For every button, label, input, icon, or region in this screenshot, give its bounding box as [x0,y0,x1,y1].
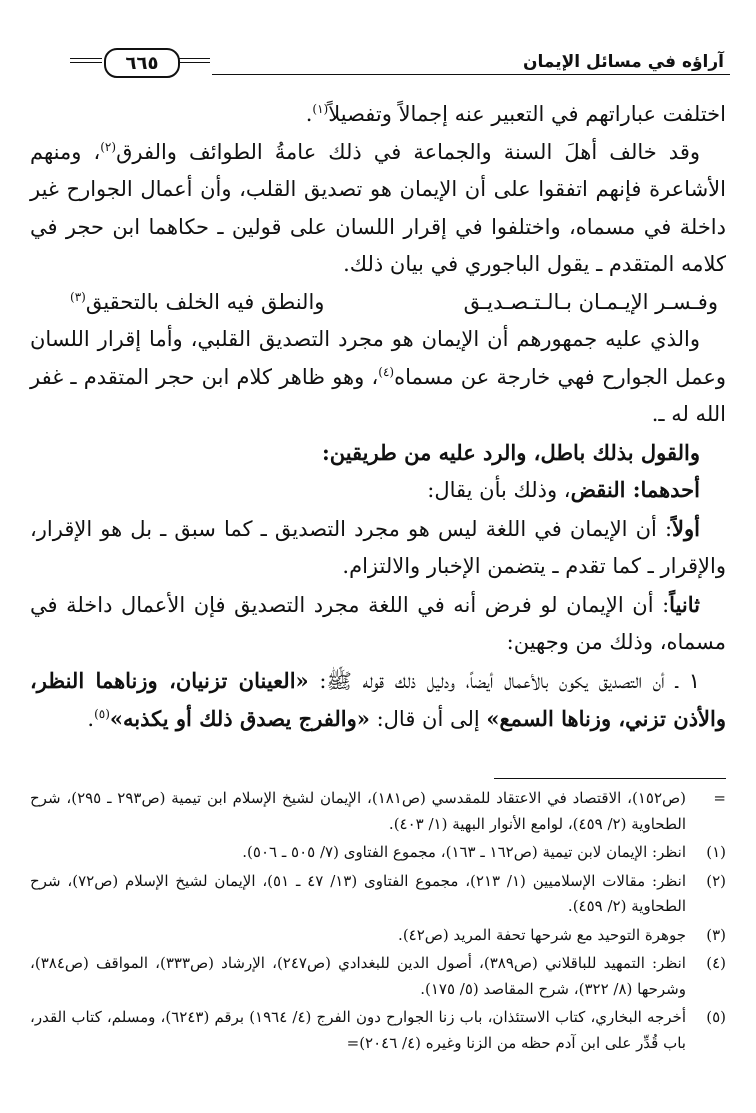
footnote-marker: (١) [706,843,726,861]
paragraph: أولاً: أن الإيمان في اللغة ليس هو مجرد التصديق ـ كما سبق ـ بل هو الإقرار، والإقرار ـ كما تقدم ـ يتضمن الإخبار والالتزام. [30,515,726,578]
footnote [30,923,726,949]
footnote-marker: (٥) [706,1008,726,1026]
footnotes [30,786,726,1059]
footnote [30,786,726,837]
footnote-text: جوهرة التوحيد مع شرحها تحفة المريد (ص٤٢). [398,925,686,944]
paragraph: وقد خالف أهلَ السنة والجماعة في ذلك عامةُ الطوائف والفرق$^{(٢)}$، ومنهم الأشاعرة فإنهم اتفقوا على أن الإيمان هو تصديق القلب، وأن أعمال الجوارح غير داخلة في مسماه، واختلفوا في إقرار اللسان على قولين ـ حكاهما ابن حجر في كلامه المتقدم ـ يقول الباجوري في بيان ذلك. [30,139,726,276]
hadith-quote: «العينان تزنيان، وزناهما النظر، والأذن تزني، وزناها السمع» [30,667,726,731]
footnote-marker: (٣) [706,925,726,944]
section-heading: والقول بذلك باطل، والرد عليه من طريقين: [321,439,700,465]
poem-verse [30,284,726,322]
hadith-quote: «والفرج يصدق ذلك أو يكذبه» [109,706,370,731]
running-title: آراؤه في مسائل الإيمان [522,52,724,72]
paragraph: ثانياً: أن الإيمان لو فرض أنه في اللغة مجرد التصديق فإن الأعمال داخلة في مسماه، وذلك من وجهين: [30,591,726,654]
footnote-text: انظر: مقالات الإسلاميين (١/ ٢١٣)، مجموع الفتاوى (١٣/ ٤٧ ـ ٥١)، الإيمان لشيخ الإسلام (ص٧٢)، شرح الطحاوية (٢/ ٤٥٩). [30,871,686,915]
footnote-marker: = [713,789,726,807]
paragraph: ١ ـ أن التصديق يكون بالأعمال أيضاً، ودليل ذلك قوله ﷺ: «العينان تزنيان، وزناهما النظر، والأذن تزني، وزناها السمع» إلى أن قال: «والفرج يصدق ذلك أو يكذبه»$^{(٥)}$. [30,667,726,731]
footnote-text: انظر: التمهيد للباقلاني (ص٣٨٩)، أصول الدين للبغدادي (ص٢٤٧)، الإرشاد (ص٣٣٣)، المواقف (ص٣٨٤)، وشرحها (٨/ ٣٢٢)، شرح المقاصد (٥/ ١٧٥). [30,954,686,998]
footnote-divider [494,778,726,779]
footnote-ref: (٢) [100,139,117,154]
verse-hemistich-first: وفـسـر الإيـمـان بـالـتـصـديـق [463,289,718,314]
footnote-ref: (٤) [378,364,395,379]
page-header [30,44,730,84]
footnote-text: أخرجه البخاري، كتاب الاستئذان، باب زنا الجوارح دون الفرج (٤/ ١٩٦٤) برقم (٦٢٤٣)، ومسلم، كتاب القدر، باب قُدِّر على ابن آدم حظه من الزنا وغيره (٤/ ٢٠٤٦)= [30,1008,686,1052]
ornament-icon [178,58,210,66]
footnote [30,951,726,1002]
footnote-ref: (١) [312,102,329,116]
footnote-text: انظر: الإيمان لابن تيمية (ص١٦٢ ـ ١٦٣)، مجموع الفتاوى (٧/ ٥٠٥ ـ ٥٠٦). [242,843,686,861]
ornament-icon [70,58,102,66]
footnote [30,869,726,920]
paragraph: اختلفت عباراتهم في التعبير عنه إجمالاً وتفصيلاً$^{(١)}$. [305,102,726,126]
paragraph: والذي عليه جمهورهم أن الإيمان هو مجرد التصديق القلبي، وأما إقرار اللسان وعمل الجوارح فهي خارجة عن مسماه$^{(٤)}$، وهو ظاهر كلام ابن حجر المتقدم ـ غفر الله له ـ. [30,327,726,426]
page-number: ٦٦٥ [104,48,180,78]
footnote [30,1005,726,1056]
footnote [30,840,726,866]
main-text [30,96,726,739]
footnote-marker: (٤) [706,954,726,972]
book-page [30,0,730,1113]
header-divider [212,74,730,75]
footnote-marker: (٢) [706,871,726,890]
footnote-ref: (٥) [94,707,110,721]
verse-hemistich-second: والنطق فيه الخلف بالتحقيق$^{(٣)}$ [70,289,325,314]
footnote-ref: (٣) [70,289,86,304]
paragraph: أحدهما: النقض، وذلك بأن يقال: [427,477,700,502]
footnote-text: (ص١٥٢)، الاقتصاد في الاعتقاد للمقدسي (ص١٨١)، الإيمان لشيخ الإسلام ابن تيمية (ص٢٩٣ ـ ٢٩٥)، شرح الطحاوية (٢/ ٤٥٩)، لوامع الأنوار البهية (١/ ٤٠٣). [30,789,686,833]
